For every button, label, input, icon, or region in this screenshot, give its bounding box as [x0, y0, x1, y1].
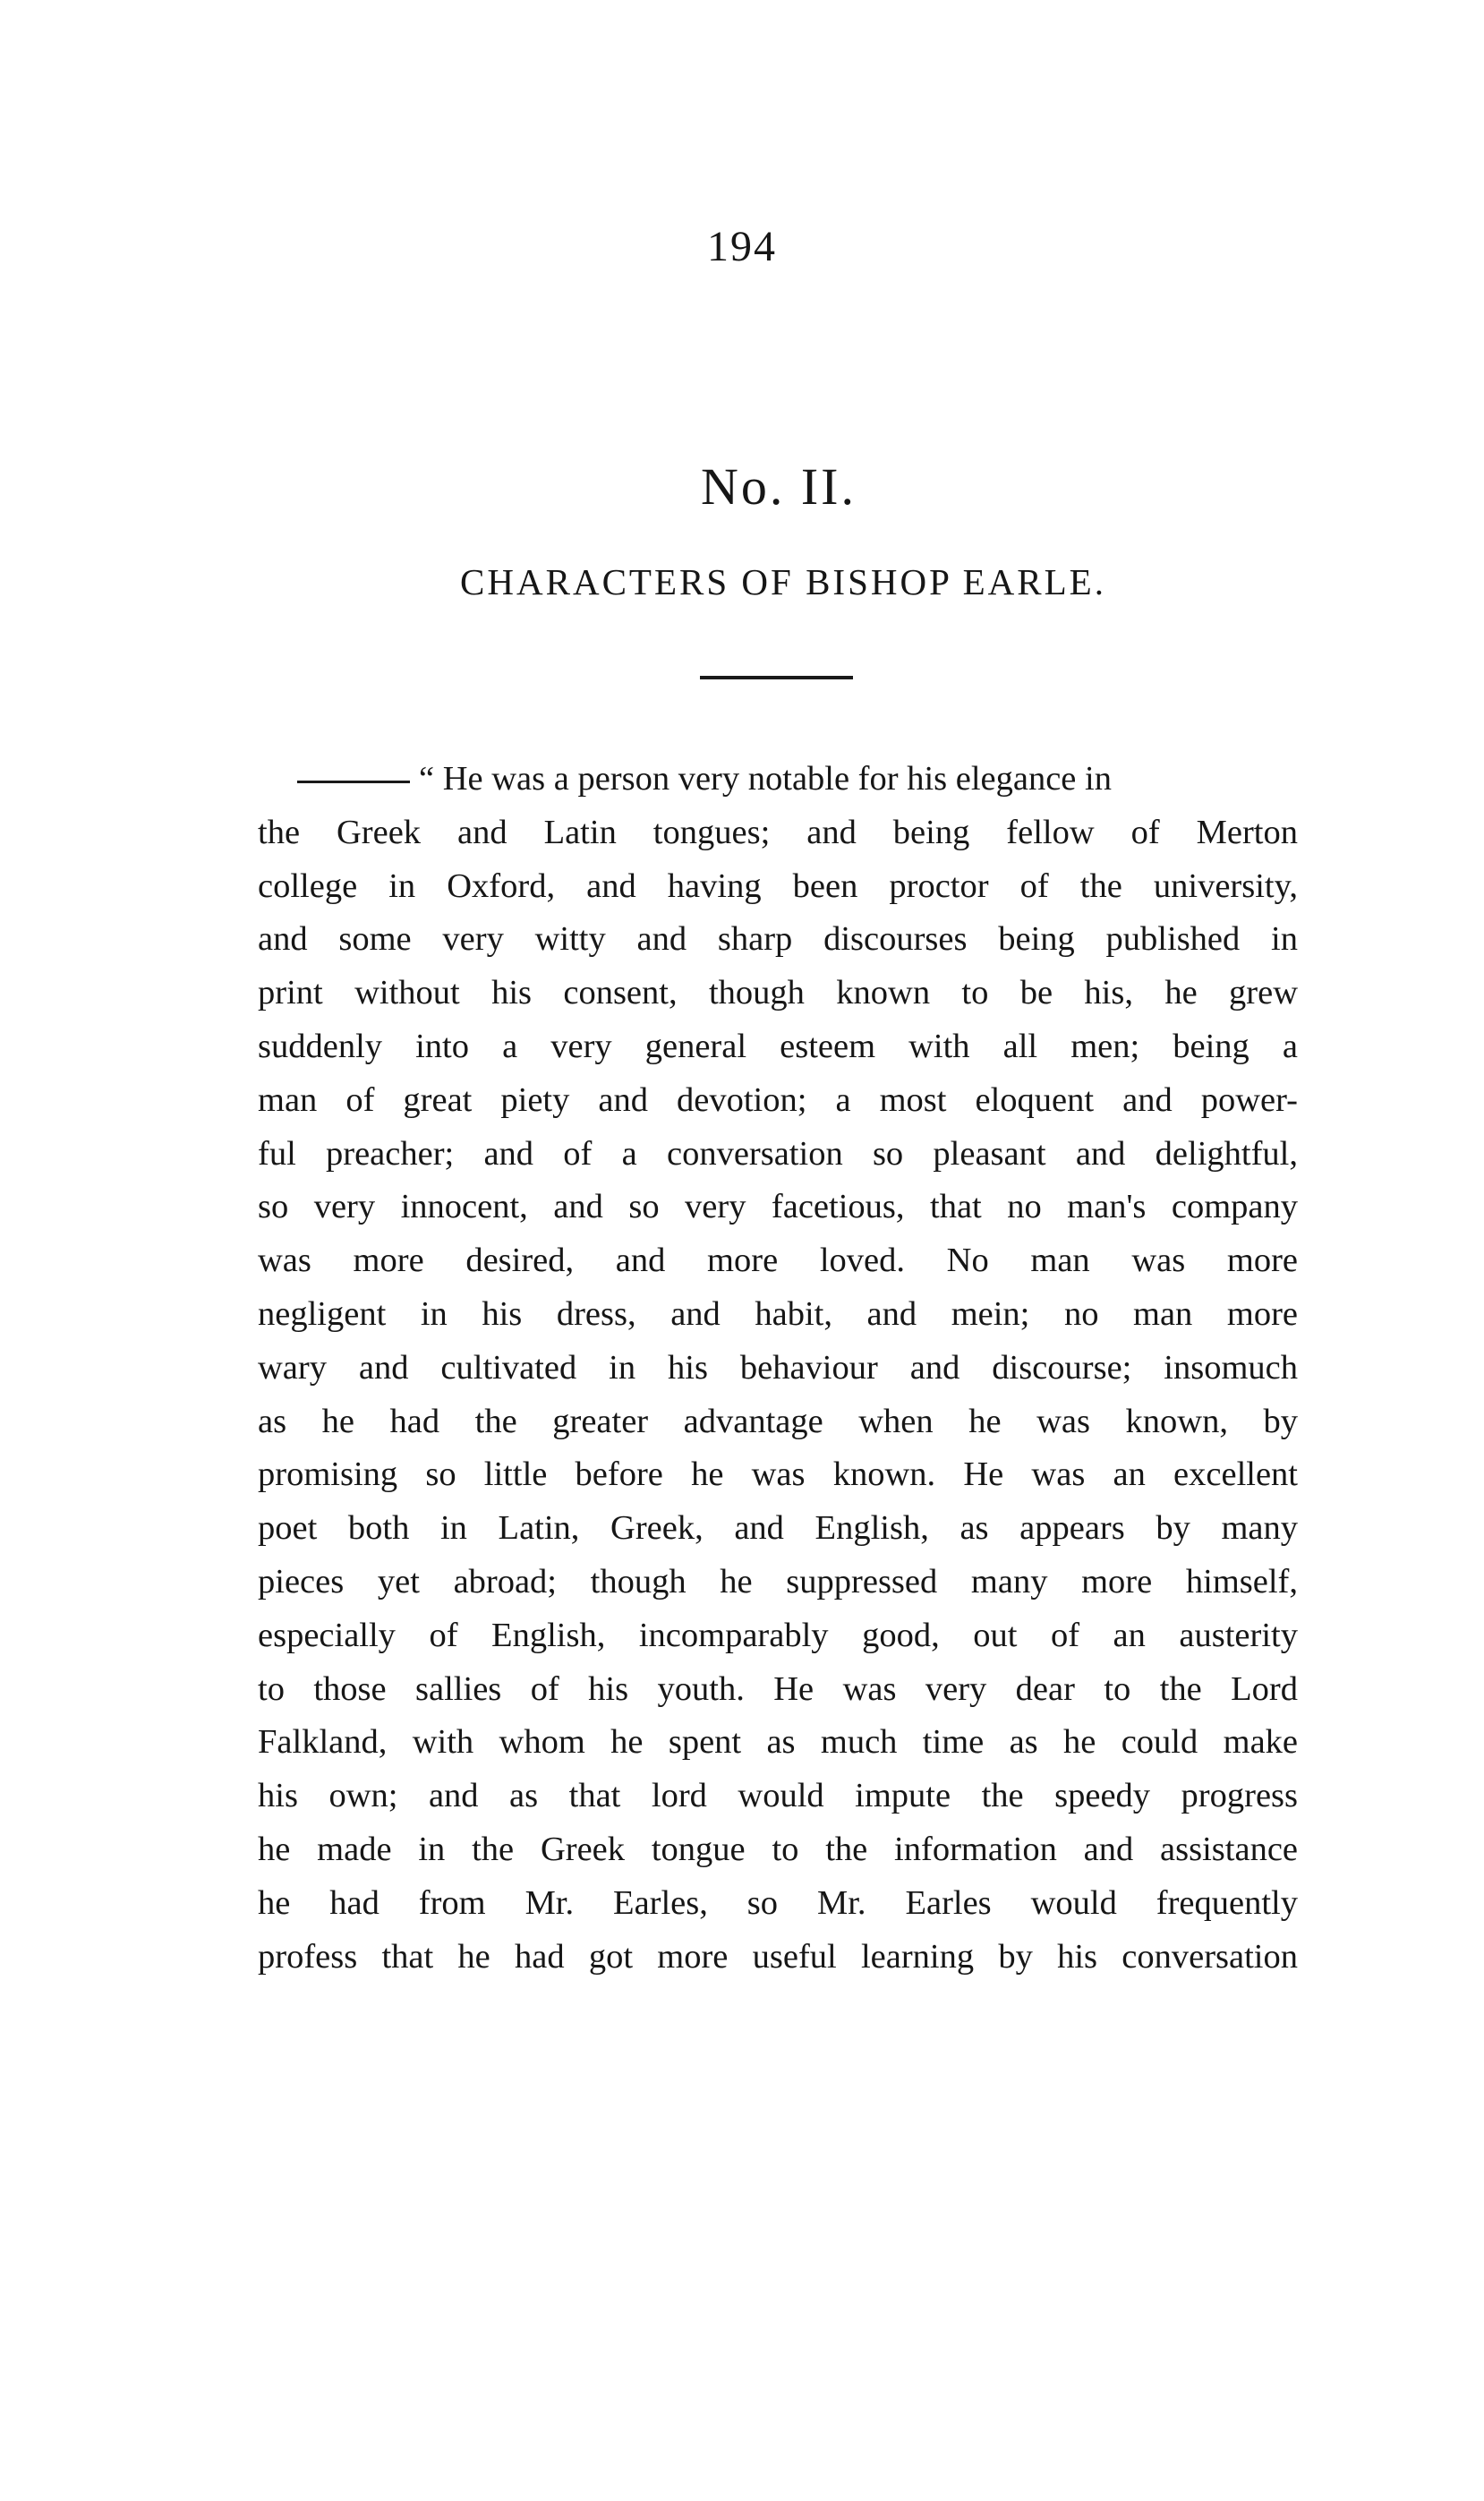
text-line: the Greek and Latin tongues; and being fellow of Merton: [258, 813, 1298, 851]
text-line: negligent in his dress, and habit, and mein; no man more: [258, 1294, 1298, 1333]
text-line: so very innocent, and so very facetious, that no man's company: [258, 1188, 1298, 1226]
text-line: profess that he had got more useful learning by his conversation: [258, 1937, 1298, 1976]
text-line: wary and cultivated in his behaviour and discourse; insomuch: [258, 1348, 1298, 1387]
text-line: as he had the greater advantage when he was known, by: [258, 1402, 1298, 1440]
text-line: man of great piety and devotion; a most eloquent and power-: [258, 1080, 1298, 1119]
text-line: he made in the Greek tongue to the information and assistance: [258, 1830, 1298, 1868]
title-divider-rule: [700, 676, 853, 679]
text-line: his own; and as that lord would impute the speedy progress: [258, 1777, 1298, 1815]
text-line: suddenly into a very general esteem with all men; being a: [258, 1027, 1298, 1065]
text-line: Falkland, with whom he spent as much time as he could make: [258, 1723, 1298, 1762]
text-line: print without his consent, though known to be his, he grew: [258, 974, 1298, 1012]
section-number: No. II.: [700, 457, 857, 516]
body-text: [258, 753, 1298, 1984]
text-line: promising so little before he was known. He was an excellent: [258, 1455, 1298, 1494]
text-line: was more desired, and more loved. No man was more: [258, 1242, 1298, 1280]
text-line: pieces yet abroad; though he suppressed many more himself,: [258, 1562, 1298, 1600]
text-line: and some very witty and sharp discourses being published in: [258, 920, 1298, 959]
text-line-content: “ He was a person very notable for his elegance in: [419, 760, 1112, 798]
dash-rule: [297, 781, 410, 783]
text-line: to those sallies of his youth. He was very dear to the Lord: [258, 1669, 1298, 1708]
text-line: ful preacher; and of a conversation so pleasant and delightful,: [258, 1134, 1298, 1173]
text-line: [258, 753, 1298, 807]
text-line: college in Oxford, and having been proctor of the university,: [258, 866, 1298, 905]
text-line: poet both in Latin, Greek, and English, as appears by many: [258, 1509, 1298, 1548]
text-line: especially of English, incomparably good, out of an austerity: [258, 1616, 1298, 1654]
section-title: CHARACTERS OF BISHOP EARLE.: [460, 561, 1106, 602]
text-line: he had from Mr. Earles, so Mr. Earles would frequently: [258, 1883, 1298, 1922]
page-number: 194: [707, 223, 777, 270]
